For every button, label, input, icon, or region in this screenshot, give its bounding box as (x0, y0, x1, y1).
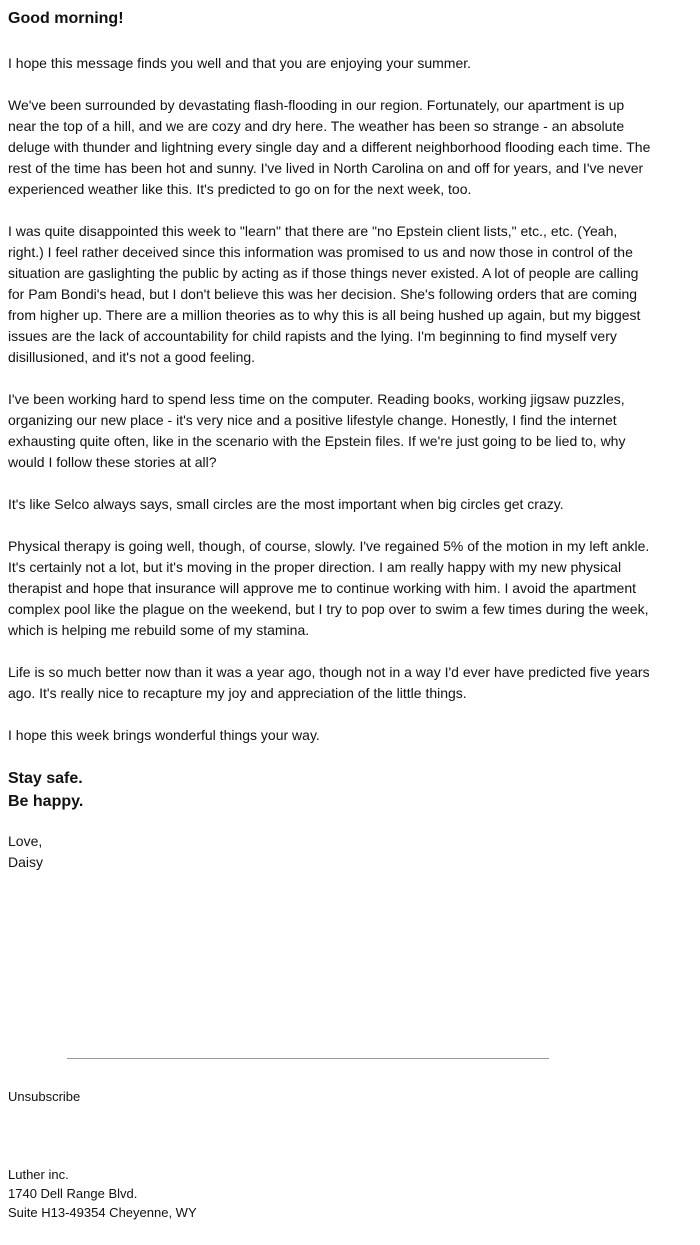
closing-line: Be happy. (8, 793, 84, 810)
paragraph-line: deluge with thunder and lightning every single day and a different neighborhood flooding each time. The (8, 139, 651, 155)
paragraph-line: therapist and hope that insurance will approve me to continue working with him. I avoid the apartment (8, 580, 637, 596)
paragraph-line: I've been working hard to spend less time on the computer. Reading books, working jigsaw puzzles, (8, 391, 625, 407)
paragraph-line: We've been surrounded by devastating flash-flooding in our region. Fortunately, our apartment is up (8, 97, 625, 113)
paragraph-line: situation are gaslighting the public by acting as if those things never existed. A lot of people are calling (8, 265, 639, 281)
body-paragraph (8, 53, 692, 74)
footer-address (8, 1165, 197, 1222)
body-paragraph (8, 536, 692, 641)
paragraph-line: experienced weather like this. It's predicted to go on for the next week, too. (8, 181, 472, 197)
address-line: Suite H13-49354 Cheyenne, WY (8, 1205, 197, 1220)
paragraph-line: near the top of a hill, and we are cozy and dry here. The weather has been so strange - an absolute (8, 118, 625, 134)
paragraph-line: rest of the time has been hot and sunny. I've lived in North Carolina on and off for years, and I've never (8, 160, 644, 176)
paragraph-line: complex pool like the plague on the weekend, but I try to pop over to swim a few times during the week, (8, 601, 649, 617)
paragraph-line: ago. It's really nice to recapture my joy and appreciation of the little things. (8, 685, 467, 701)
unsubscribe-link[interactable]: Unsubscribe (8, 1089, 81, 1104)
body-paragraph (8, 389, 692, 473)
greeting-heading: Good morning! (8, 10, 124, 27)
body-paragraph (8, 494, 692, 515)
paragraph-line: Physical therapy is going well, though, of course, slowly. I've regained 5% of the motion in my left ankle. (8, 538, 650, 554)
signoff-name: Daisy (8, 854, 44, 870)
paragraph-line: right.) I feel rather deceived since this information was promised to us and now those in control of the (8, 244, 633, 260)
paragraph-line: exhausting quite often, like in the scenario with the Epstein files. If we're just going to be lied to, why (8, 433, 626, 449)
message-body (8, 53, 692, 746)
paragraph-line: It's certainly not a lot, but it's moving in the proper direction. I am really happy with my new physical (8, 559, 622, 575)
signoff-salutation: Love, (8, 833, 43, 849)
paragraph-line: from higher up. There are a million theories as to why this is all being hushed up again, but my biggest (8, 307, 641, 323)
paragraph-line: disillusioned, and it's not a good feeling. (8, 349, 256, 365)
paragraph-line: issues are the lack of accountability for child rapists and the lying. I'm beginning to find myself very (8, 328, 617, 344)
body-paragraph (8, 221, 692, 368)
body-paragraph (8, 725, 692, 746)
paragraph-line: I was quite disappointed this week to "learn" that there are "no Epstein client lists," etc., etc. (Yeah, (8, 223, 618, 239)
footer-divider (67, 1058, 549, 1059)
paragraph-line: I hope this message finds you well and that you are enjoying your summer. (8, 55, 472, 71)
address-line: Luther inc. (8, 1167, 69, 1182)
paragraph-line: organizing our new place - it's very nice and a positive lifestyle change. Honestly, I find the internet (8, 412, 617, 428)
closing-lines (8, 767, 692, 813)
signature (8, 831, 692, 873)
paragraph-line: Life is so much better now than it was a year ago, though not in a way I'd ever have predicted five years (8, 664, 650, 680)
paragraph-line: for Pam Bondi's head, but I don't believe this was her decision. She's following orders that are coming (8, 286, 638, 302)
paragraph-line: It's like Selco always says, small circles are the most important when big circles get crazy. (8, 496, 564, 512)
email-body (8, 9, 692, 873)
body-paragraph (8, 662, 692, 704)
paragraph-line: I hope this week brings wonderful things your way. (8, 727, 320, 743)
address-line: 1740 Dell Range Blvd. (8, 1186, 138, 1201)
paragraph-line: which is helping me rebuild some of my stamina. (8, 622, 310, 638)
body-paragraph (8, 95, 692, 200)
paragraph-line: would I follow these stories at all? (8, 454, 217, 470)
closing-line: Stay safe. (8, 770, 83, 787)
